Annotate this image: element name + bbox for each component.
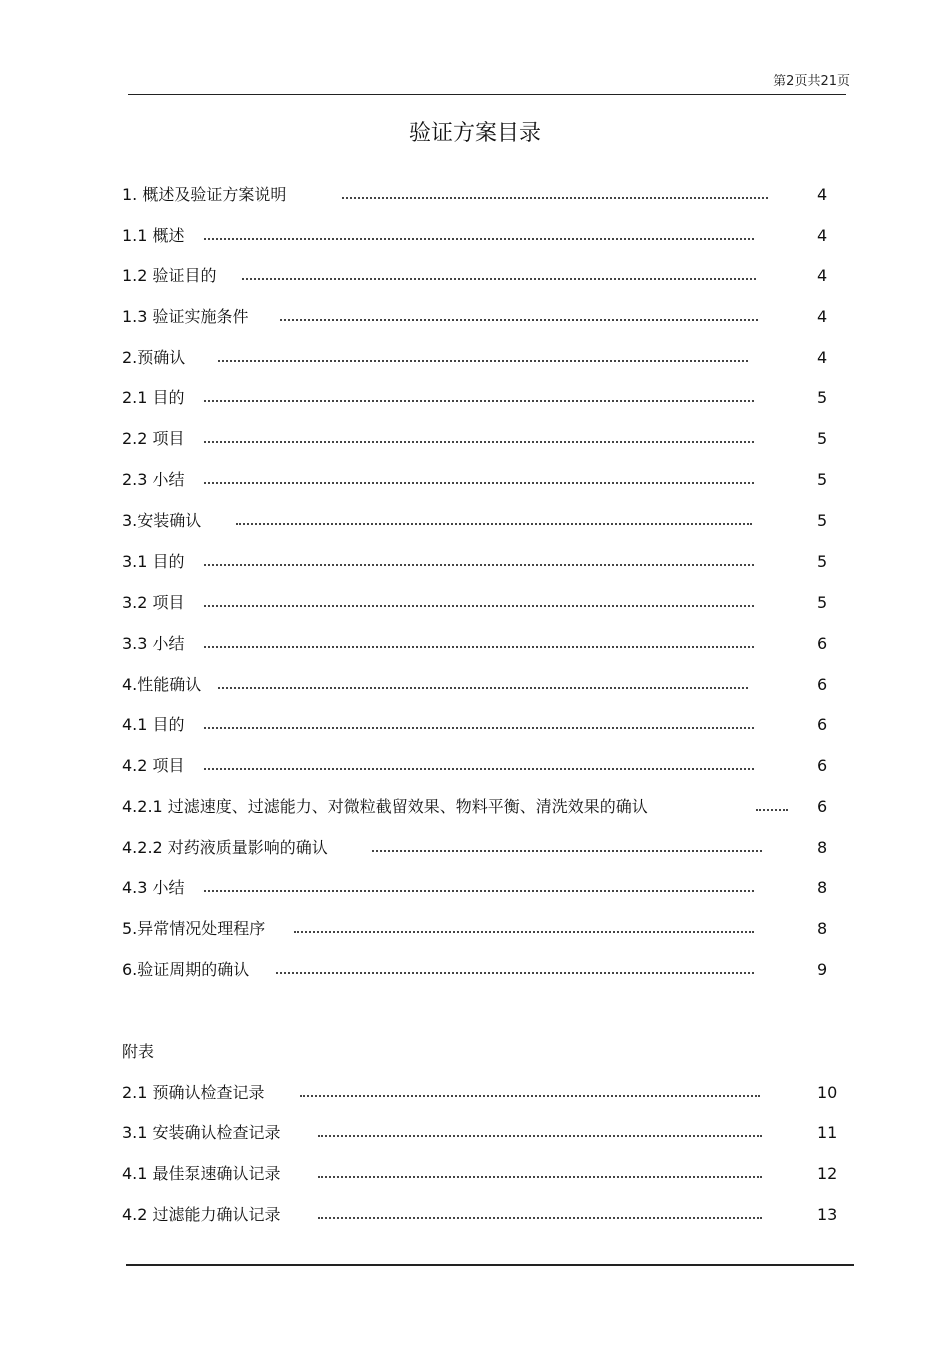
- toc-entry-page: 8: [817, 919, 828, 938]
- toc-leader-dots: [276, 964, 754, 974]
- toc-leader-dots: [204, 392, 754, 402]
- appendix-entry-label: 3.1 安装确认检查记录: [122, 1123, 281, 1142]
- toc-entry-page: 6: [817, 797, 828, 816]
- toc-entry-page: 6: [817, 675, 828, 694]
- toc-leader-dots: [204, 230, 754, 240]
- toc-leader-dots: [342, 189, 768, 199]
- toc-entry-label: 6.验证周期的确认: [122, 960, 250, 979]
- toc-entry-page: 4: [817, 266, 828, 285]
- header-rule: [128, 94, 846, 95]
- toc-leader-dots: [318, 1209, 762, 1219]
- toc-entry-page: 5: [817, 511, 828, 530]
- toc-entry-page: 4: [817, 348, 828, 367]
- toc-entry: [122, 386, 842, 410]
- toc-entry: [122, 795, 842, 819]
- toc-leader-dots: [204, 760, 754, 770]
- toc-entry: [122, 591, 842, 615]
- toc-entry-label: 4.1 目的: [122, 715, 185, 734]
- toc-entry: [122, 713, 842, 737]
- appendix-entry-page: 11: [817, 1123, 838, 1142]
- toc-entry: [122, 632, 842, 656]
- toc-leader-dots: [236, 515, 752, 525]
- toc-leader-dots: [318, 1168, 762, 1178]
- appendix-entry-page: 10: [817, 1083, 838, 1102]
- toc-entry-label: 1.1 概述: [122, 226, 185, 245]
- toc-leader-dots: [218, 352, 748, 362]
- toc-leader-dots: [372, 842, 762, 852]
- toc-entry: [122, 264, 842, 288]
- toc-entry: [122, 876, 842, 900]
- appendix-entry-page: 12: [817, 1164, 838, 1183]
- appendix-entry-label: 2.1 预确认检查记录: [122, 1083, 265, 1102]
- toc-entry-label: 4.3 小结: [122, 878, 185, 897]
- toc-entry-page: 5: [817, 429, 828, 448]
- toc-entry: [122, 673, 842, 697]
- toc-leader-dots: [204, 556, 754, 566]
- toc-leader-dots: [300, 1087, 760, 1097]
- appendix-entry: [122, 1121, 852, 1145]
- appendix-entry-label: 4.2 过滤能力确认记录: [122, 1205, 281, 1224]
- toc-entry-page: 6: [817, 634, 828, 653]
- toc-entry-label: 4.2.2 对药液质量影响的确认: [122, 838, 328, 857]
- toc-entry-label: 5.异常情况处理程序: [122, 919, 266, 938]
- toc-entry: [122, 917, 842, 941]
- toc-entry-page: 8: [817, 838, 828, 857]
- toc-entry-page: 5: [817, 388, 828, 407]
- toc-entry: [122, 305, 842, 329]
- toc-entry-label: 4.2 项目: [122, 756, 185, 775]
- appendix-heading: 附表: [122, 1042, 155, 1061]
- toc-entry-page: 4: [817, 185, 828, 204]
- toc-entry-label: 4.性能确认: [122, 675, 202, 694]
- toc-entry: [122, 754, 842, 778]
- toc-entry-label: 2.预确认: [122, 348, 186, 367]
- toc-entry: [122, 346, 842, 370]
- toc-leader-dots: [204, 474, 754, 484]
- toc-leader-dots: [218, 679, 748, 689]
- toc-entry-page: 6: [817, 715, 828, 734]
- toc-leader-dots: [204, 882, 754, 892]
- toc-leader-dots: [204, 719, 754, 729]
- page-title: 验证方案目录: [408, 121, 541, 146]
- appendix-entry: [122, 1081, 852, 1105]
- toc-leader-dots: [318, 1127, 762, 1137]
- toc-entry-label: 3.2 项目: [122, 593, 185, 612]
- toc-entry-label: 1.2 验证目的: [122, 266, 217, 285]
- toc-entry: [122, 183, 842, 207]
- toc-entry-page: 6: [817, 756, 828, 775]
- toc-leader-dots: [204, 597, 754, 607]
- page-number: 第2页共21页: [773, 74, 850, 89]
- toc-leader-dots: [204, 638, 754, 648]
- toc-entry: [122, 468, 842, 492]
- toc-entry-page: 5: [817, 552, 828, 571]
- toc-entry-label: 1.3 验证实施条件: [122, 307, 249, 326]
- appendix-entry-label: 4.1 最佳泵速确认记录: [122, 1164, 281, 1183]
- toc-entry-label: 2.3 小结: [122, 470, 185, 489]
- toc-leader-dots: [280, 311, 758, 321]
- toc-leader-dots: [294, 923, 754, 933]
- toc-entry: [122, 224, 842, 248]
- toc-entry: [122, 836, 842, 860]
- toc-entry-page: 9: [817, 960, 828, 979]
- toc-leader-dots: [204, 433, 754, 443]
- toc-entry-page: 4: [817, 307, 828, 326]
- toc-entry-label: 2.2 项目: [122, 429, 185, 448]
- appendix-entry: [122, 1203, 852, 1227]
- appendix-entry: [122, 1162, 852, 1186]
- toc-entry-label: 4.2.1 过滤速度、过滤能力、对微粒截留效果、物料平衡、清洗效果的确认: [122, 797, 648, 816]
- toc-entry-label: 3.1 目的: [122, 552, 185, 571]
- toc-entry-page: 5: [817, 593, 828, 612]
- toc-entry-page: 5: [817, 470, 828, 489]
- toc-leader-dots: [242, 270, 756, 280]
- toc-entry-label: 3.3 小结: [122, 634, 185, 653]
- toc-entry-page: 8: [817, 878, 828, 897]
- toc-entry: [122, 427, 842, 451]
- appendix-entry-page: 13: [817, 1205, 838, 1224]
- toc-entry: [122, 550, 842, 574]
- toc-entry: [122, 958, 842, 982]
- toc-entry-label: 2.1 目的: [122, 388, 185, 407]
- toc-entry-label: 1. 概述及验证方案说明: [122, 185, 287, 204]
- toc-entry-page: 4: [817, 226, 828, 245]
- footer-rule: [126, 1264, 854, 1266]
- toc-leader-dots: [756, 801, 788, 811]
- toc-entry: [122, 509, 842, 533]
- toc-entry-label: 3.安装确认: [122, 511, 202, 530]
